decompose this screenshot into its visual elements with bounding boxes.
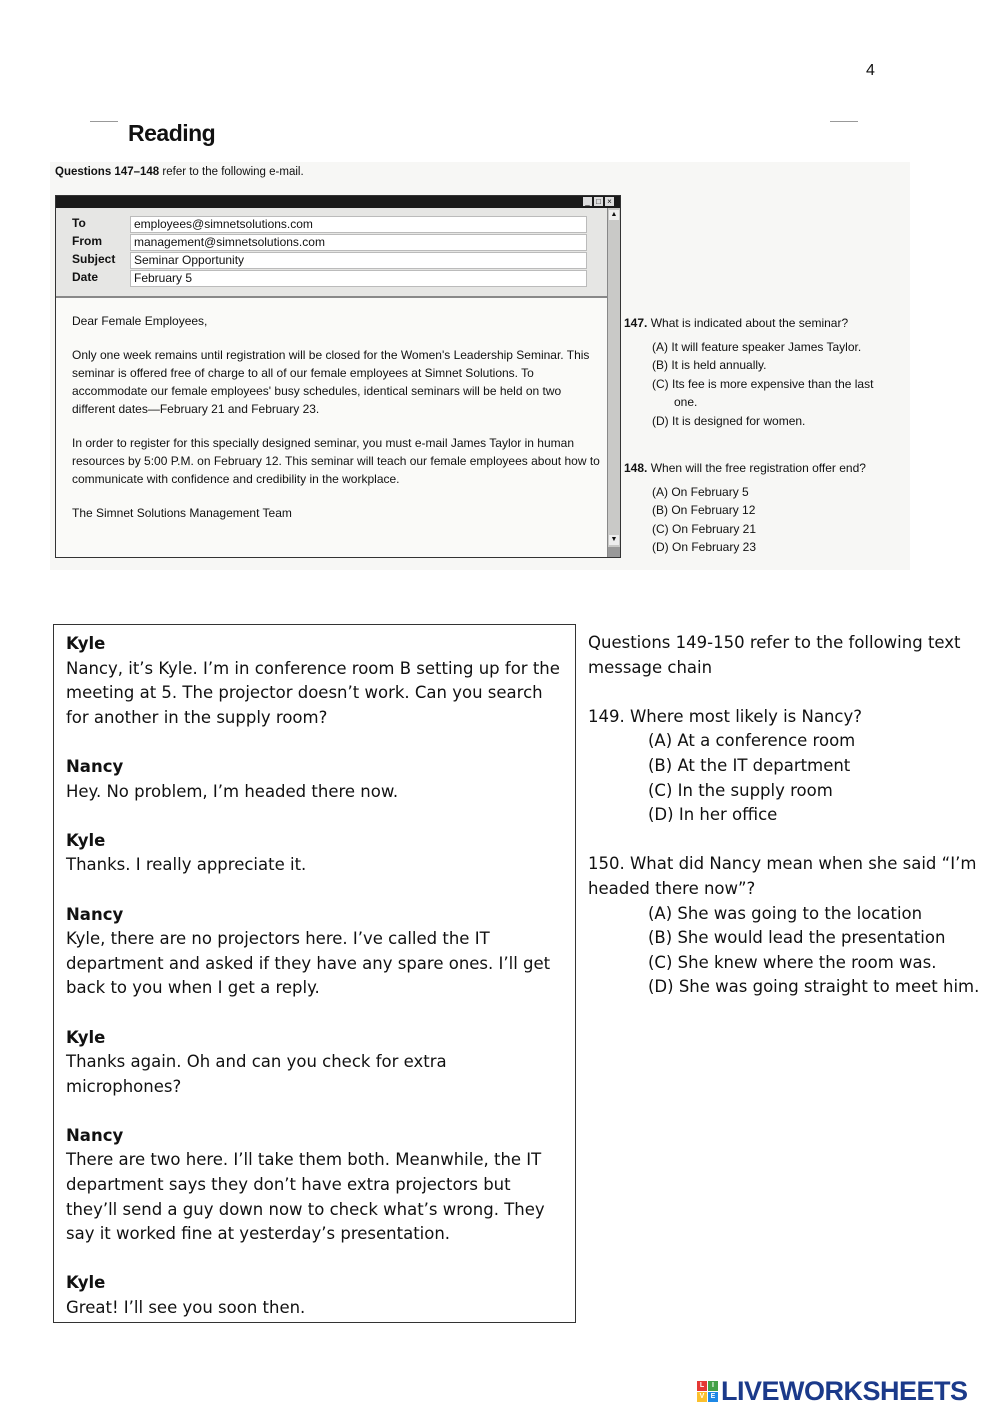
- chat-text: Thanks. I really appreciate it.: [66, 855, 307, 875]
- logo-letter: V: [697, 1392, 707, 1402]
- answer-option: (C) On February 21: [652, 521, 757, 536]
- answer-option: (A) She was going to the location: [648, 903, 923, 923]
- chat-questions: [588, 631, 988, 1000]
- answer-option: (A) At a conference room: [648, 731, 856, 751]
- maximize-icon: □: [594, 197, 603, 206]
- minimize-icon: _: [583, 197, 592, 206]
- question-149-stem: 149. Where most likely is Nancy?: [588, 706, 863, 726]
- intro-rest: refer to the following e-mail.: [159, 166, 304, 178]
- text-message-chain: [53, 624, 576, 1323]
- from-field: management@simnetsolutions.com: [130, 234, 587, 251]
- date-field: February 5: [130, 270, 587, 287]
- chat-message: [66, 903, 563, 1001]
- email-paragraph: In order to register for this specially designed seminar, you must e-mail James Taylor in human resources by 5:00 P.M. on February 12. This seminar will teach our female employees about how to communicate with confidence and credibility in the workplace.: [72, 436, 600, 486]
- chat-speaker: Nancy: [66, 756, 124, 776]
- answer-option: (B) It is held annually.: [652, 358, 767, 372]
- scroll-up-icon: ▲: [610, 211, 618, 218]
- header-label: To: [72, 216, 86, 230]
- liveworksheets-logo: [697, 1376, 968, 1407]
- logo-text: LIVEWORKSHEETS: [721, 1376, 968, 1406]
- close-icon: ×: [605, 197, 614, 206]
- chat-questions-intro: Questions 149-150 refer to the following text message chain: [588, 633, 961, 677]
- answer-option: (D) She was going straight to meet him.: [648, 977, 980, 997]
- subject-field: Seminar Opportunity: [130, 252, 587, 269]
- chat-message: [66, 1271, 563, 1320]
- header-label: Date: [72, 270, 99, 284]
- answer-option: (B) She would lead the presentation: [648, 928, 946, 948]
- email-scrollbar: [607, 208, 620, 557]
- answer-option: (C) Its fee is more expensive than the last: [652, 376, 874, 391]
- chat-speaker: Kyle: [66, 1027, 106, 1047]
- logo-letter: I: [708, 1381, 718, 1391]
- logo-icon: [697, 1381, 718, 1402]
- answer-option: (A) It will feature speaker James Taylor.: [652, 339, 862, 354]
- chat-message: [66, 755, 563, 804]
- answer-option: (A) On February 5: [652, 484, 749, 499]
- email-window: [55, 195, 621, 558]
- divider: [830, 121, 858, 122]
- chat-text: Kyle, there are no projectors here. I’ve called the IT department and asked if they have any spare ones. I’ll get back to you when I get a reply.: [66, 929, 551, 998]
- chat-text: Great! I’ll see you soon then.: [66, 1298, 306, 1318]
- answer-option-continued: one.: [674, 395, 698, 409]
- answer-option: (C) In the supply room: [648, 780, 833, 800]
- answer-option: (D) It is designed for women.: [652, 413, 806, 428]
- to-field: employees@simnetsolutions.com: [130, 216, 587, 233]
- email-signature: The Simnet Solutions Management Team: [72, 506, 292, 520]
- chat-message: [66, 632, 563, 730]
- scroll-down-icon: ▼: [610, 536, 618, 543]
- intro-bold: Questions 147–148: [55, 166, 160, 178]
- answer-option: (B) On February 12: [652, 503, 756, 517]
- chat-speaker: Nancy: [66, 1125, 124, 1145]
- chat-text: Nancy, it’s Kyle. I’m in conference room B setting up for the meeting at 5. The projector doesn’t work. Can you search for another in the supply room?: [66, 658, 560, 727]
- question-148: [624, 459, 866, 557]
- logo-letter: E: [708, 1392, 718, 1402]
- section-title: Reading: [128, 120, 216, 146]
- email-greeting: Dear Female Employees,: [72, 314, 208, 328]
- chat-speaker: Kyle: [66, 634, 106, 653]
- question-stem: 148. When will the free registration offer end?: [624, 461, 866, 475]
- question-147: [624, 314, 873, 430]
- email-titlebar: [56, 196, 620, 208]
- email-body: [72, 312, 602, 538]
- chat-text: There are two here. I’ll take them both. Meanwhile, the IT department says they don’t have extra projectors but they’ll send a guy down now to check what’s wrong. They say it worked fine at yesterday’s presentation.: [66, 1150, 545, 1244]
- chat-speaker: Kyle: [66, 1273, 106, 1293]
- answer-option: (C) She knew where the room was.: [648, 952, 937, 972]
- chat-speaker: Nancy: [66, 904, 124, 924]
- chat-text: Hey. No problem, I’m headed there now.: [66, 781, 399, 801]
- logo-letter: L: [697, 1381, 707, 1391]
- chat-speaker: Kyle: [66, 830, 106, 850]
- chat-message: [66, 1026, 563, 1100]
- chat-message: [66, 1124, 563, 1247]
- header-label: From: [72, 234, 102, 248]
- page-number: 4: [866, 62, 875, 79]
- chat-message: [66, 829, 563, 878]
- chat-text: Thanks again. Oh and can you check for extra microphones?: [66, 1052, 447, 1096]
- answer-option: (D) On February 23: [652, 540, 757, 554]
- header-label: Subject: [72, 252, 116, 266]
- resize-grip-icon: [608, 547, 620, 557]
- divider: [90, 121, 118, 122]
- email-intro: [55, 166, 304, 178]
- email-header: [56, 208, 608, 298]
- answer-option: (D) In her office: [648, 805, 778, 825]
- answer-option: (B) At the IT department: [648, 755, 851, 775]
- question-150-stem: 150. What did Nancy mean when she said “I’m headed there now”?: [588, 854, 977, 898]
- email-paragraph: Only one week remains until registration will be closed for the Women's Leadership Seminar. This seminar is offered free of charge to all of our female employees at Simnet Solutions. To accommodate our female employees' busy schedules, identical seminars will be held on two different dates—February 21 and February 23.: [72, 348, 590, 416]
- question-stem: 147. What is indicated about the seminar?: [624, 316, 849, 330]
